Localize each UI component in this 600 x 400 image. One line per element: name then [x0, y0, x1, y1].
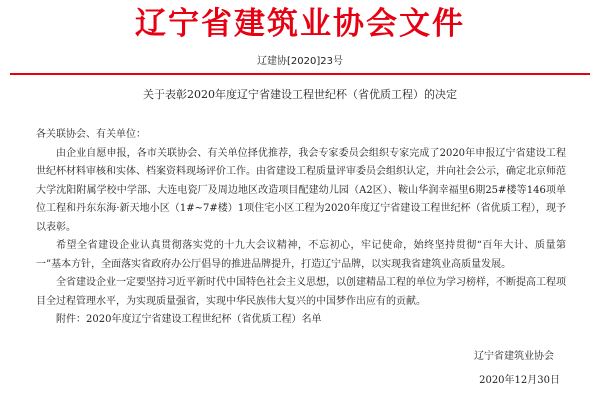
signature-organization: 辽宁省建筑业协会 — [474, 351, 554, 362]
body-paragraph: 希望全省建设企业认真贯彻落实党的十九大会议精神，不忘初心，牢记使命，始终坚持贯彻“百年大计、质量第一”基本方针，全面落实省政府办公厅倡导的推进品牌提升，打造辽宁品牌，以实现我省建筑业高质量发展。 — [36, 240, 566, 270]
red-divider-rule — [10, 73, 590, 75]
document-number: 辽建协[2020]23号 — [257, 56, 343, 67]
document-body — [36, 126, 566, 330]
attachment-line: 附件：2020年度辽宁省建设工程世纪杯（省优质工程）名单 — [56, 314, 322, 325]
document-title: 关于表彰2020年度辽宁省建设工程世纪杯（省优质工程）的决定 — [143, 88, 457, 101]
body-paragraph: 全省建设企业一定要坚持习近平新时代中国特色社会主义思想，以创建精品工程的单位为学习榜样，不断提高工程项目全过程管理水平，为实现质量强省，实现中华民族伟大复兴的中国梦作出应有的贡献。 — [36, 277, 566, 307]
salutation: 各关联协会、有关单位： — [36, 129, 146, 140]
body-paragraph: 由企业自愿申报，各市关联协会、有关单位择优推荐，我会专家委员会组织专家完成了2020年申报辽宁省建设工程世纪杯材料审核和实体、档案资料现场评价工作。由省建设工程质量评审委员会组织认定，并向社会公示，确定北京师范大学沈阳附属学校中学部、大连电瓷厂及周边地区改造项目配建幼儿园（A2区）、鞍山华润幸福里6期25#楼等146项单位工程和丹东东海·新天地小区（1#~7#楼）1项住宅小区工程为2020年度辽宁省建设工程世纪杯（省优质工程），现予以表彰。 — [36, 147, 566, 233]
document-masthead: 辽宁省建筑业协会文件 — [135, 6, 465, 42]
signature-date: 2020年12月30日 — [479, 375, 560, 386]
